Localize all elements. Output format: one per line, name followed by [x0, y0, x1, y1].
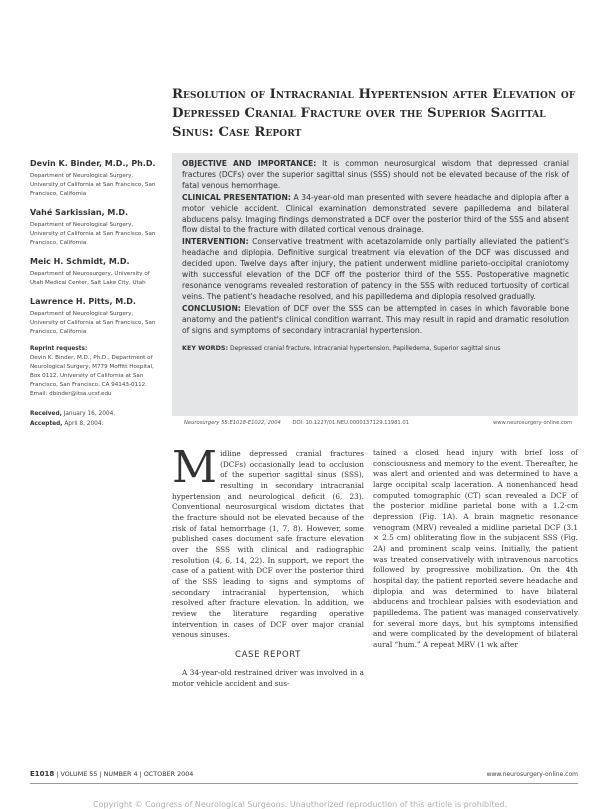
accepted-date: April 8, 2004.: [64, 421, 104, 427]
body-column-left: [172, 442, 364, 690]
citation-line: [184, 420, 578, 426]
case-report-continued: tained a closed head injury with brief loss of consciousness and memory to the event. Thereafter, he was alert and oriented and was determined to have a large occipital scalp laceration. A nonenhanced head computed tomographic (CT) scan revealed a DCF of the posterior midline parietal bone with a 1.2-cm depression (Fig. 1A). A brain magnetic resonance venogram (MRV) revealed a midline parietal DCF (3.1 × 2.5 cm) obliterating flow in the subjacent SSS (Fig. 2A) and prominent scalp veins. Initially, the patient was treated conservatively with intravenous narcotics followed by progressive mobilization. On the 4th hospital day, the patient reported severe headache and diplopia and was determined to have bilateral abducens and trochlear palsies with esodeviation and papilledema. The patient was managed conservatively for several more days, but his symptoms intensified and were complicated by the development of bilateral aural “hum.” A repeat MRV (1 wk after: [373, 448, 578, 649]
abstract-conclusion: [182, 304, 569, 337]
author-block: [30, 256, 156, 288]
doi-text: DOI: 10.1227/01.NEU.0000137129.11981.01: [292, 420, 409, 426]
author-block: [30, 207, 156, 248]
reprint-label: Reprint requests:: [30, 346, 88, 352]
objective-heading: OBJECTIVE AND IMPORTANCE:: [182, 159, 317, 168]
reprint-text: Devin K. Binder, M.D., Ph.D., Department of Neurological Surgery, M779 Moffitt Hospital, Box 0112, University of California at San Francisco, San Francisco, CA 94143-0112. Email: dbinder@itsa.ucsf.edu: [30, 355, 154, 397]
clinical-heading: CLINICAL PRESENTATION:: [182, 192, 291, 202]
copyright-notice: Copyright © Congress of Neurological Surgeons. Unauthorized reproduction of this article is prohibited.: [92, 800, 508, 809]
author-affiliation: Department of Neurological Surgery, University of California at San Francisco, San Francisco, California: [30, 311, 156, 335]
clinical-text: A 34-year-old man presented with severe headache and diplopia after a motor vehicle accident. Clinical examination demonstrated severe papilledema and bilateral abducens palsy. Imaging findings demonstrated a DCF over the posterior third of the SSS and absent flow distal to the fracture with dilated cortical venous drainage.: [182, 192, 569, 235]
author-name: Meic H. Schmidt, M.D.: [30, 257, 130, 266]
author-affiliation: Department of Neurological Surgery, University of California at San Francisco, San Francisco, California: [30, 173, 156, 197]
page-number: E1018: [30, 770, 55, 778]
accepted-label: Accepted,: [30, 421, 63, 427]
author-sidebar: [30, 158, 156, 429]
footer-divider: [30, 783, 578, 784]
keywords-text: Depressed cranial fracture, Intracranial hypertension, Papilledema, Superior sagittal sinus: [229, 344, 501, 352]
page-title: Resolution of Intracranial Hypertension after Elevation of Depressed Cranial Fracture over the Superior Sagittal Sinus: Case Report: [172, 87, 576, 140]
abstract-keywords: [182, 344, 569, 353]
author-name: Devin K. Binder, M.D., Ph.D.: [30, 159, 156, 168]
footer-url-link[interactable]: www.neurosurgery-online.com: [486, 771, 578, 778]
author-block: [30, 158, 156, 199]
objective-text: It is common neurosurgical wisdom that depressed cranial fractures (DCFs) over the superior sagittal sinus (SSS) should not be elevated because of the risk of fatal venous hemorrhage.: [182, 159, 569, 190]
drop-cap: M: [172, 442, 218, 493]
conclusion-heading: CONCLUSION:: [182, 303, 241, 313]
received-date: January 16, 2004.: [63, 411, 116, 417]
author-affiliation: Department of Neurosurgery, University of Utah Medical Center, Salt Lake City, Utah: [30, 271, 150, 286]
author-affiliation: Department of Neurological Surgery, University of California at San Francisco, San Francisco, California: [30, 222, 156, 246]
received-label: Received,: [30, 411, 62, 417]
journal-url-link[interactable]: www.neurosurgery-online.com: [492, 420, 572, 426]
intro-paragraph: [172, 442, 364, 641]
footer-issue: E1018 | VOLUME 55 | NUMBER 4 | OCTOBER 2004: [30, 770, 194, 778]
abstract-box: [172, 153, 578, 416]
journal-citation: Neurosurgery 55:E1018-E1022, 2004: [184, 420, 281, 426]
author-name: Lawrence H. Pitts, M.D.: [30, 297, 136, 306]
case-report-heading: CASE REPORT: [234, 649, 302, 660]
issue-info: VOLUME 55 | NUMBER 4 | OCTOBER 2004: [60, 770, 194, 778]
article-dates: [30, 409, 156, 429]
intervention-heading: INTERVENTION:: [182, 237, 249, 247]
body-column-right: [373, 448, 578, 650]
author-block: [30, 296, 156, 337]
conclusion-text: Elevation of DCF over the SSS can be attempted in cases in which favorable bone anatomy and the patient's clinical condition warrant. This may result in rapid and dramatic resolution of signs and symptoms of secondary intracranial hypertension.: [182, 303, 569, 335]
author-name: Vahé Sarkissian, M.D.: [30, 208, 129, 217]
abstract-clinical: [182, 193, 569, 237]
intervention-text: Conservative treatment with acetazolamide only partially alleviated the patient's headache and diplopia. Definitive surgical treatment via elevation of the DCF was discussed and decided upon. Twelve days after injury, the patient underwent midline parieto-occipital craniotomy with successful elevation of the DCF off the posterior third of the SSS. Postoperative magnetic resonance venograms revealed restoration of patency in the SSS with reduced tortuosity of cortical veins. The patient's headache resolved, and his papilledema and diplopia resolved gradually.: [182, 237, 569, 301]
abstract-objective: [182, 159, 569, 192]
keywords-heading: KEY WORDS:: [182, 343, 229, 352]
intro-text: idline depressed cranial fractures (DCFs) occasionally lead to occlusion of the superior sagittal sinus (SSS), resulting in secondary intracranial hypertension and neurological deficit (6, 23). Conventional neurosurgical wisdom dictates that the fracture should not be elevated because of the risk of fatal hemorrhage (1, 7, 8). However, some published cases document safe fracture elevation over the SSS with clinical and radiographic resolution (4, 6, 14, 22). In support, we report the case of a patient with DCF over the posterior third of the SSS leading to signs and symptoms of secondary intracranial hypertension, which resolved after fracture elevation. In addition, we review the literature regarding operative intervention in cases of DCF over major cranial venous sinuses.: [172, 449, 364, 640]
abstract-intervention: [182, 237, 569, 302]
case-report-text: A 34-year-old restrained driver was involved in a motor vehicle accident and sus-: [172, 668, 364, 689]
